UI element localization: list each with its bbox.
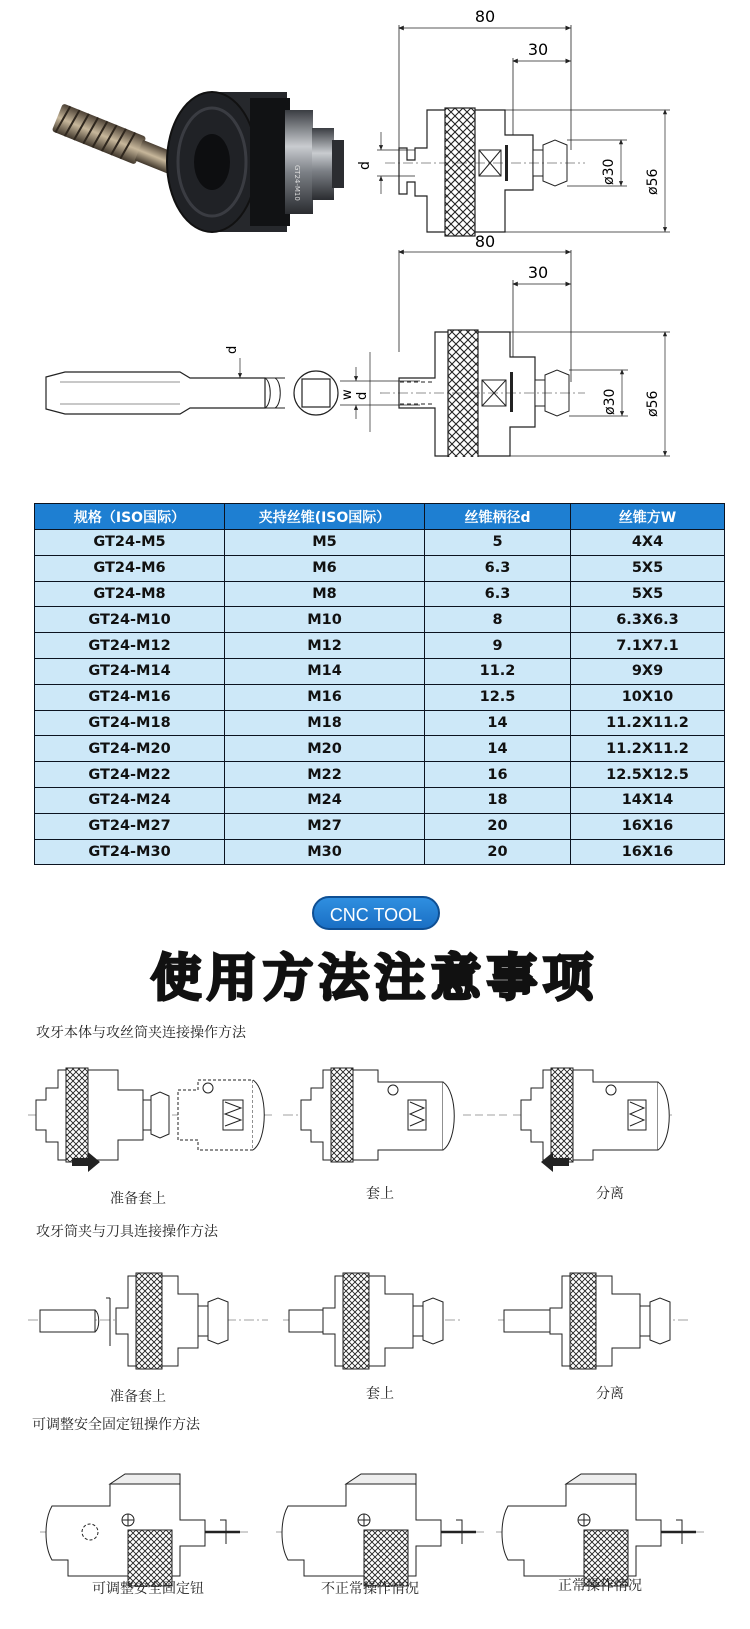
table-row xyxy=(35,839,725,865)
caption-1-1: 准备套上 xyxy=(110,1191,166,1207)
header-square: 丝锥方W xyxy=(571,504,725,530)
caption-1-2: 套上 xyxy=(366,1186,394,1202)
cell-square: 16X16 xyxy=(571,813,725,839)
cell-tap: M30 xyxy=(225,839,425,865)
caption-3-2: 不正常操作情况 xyxy=(321,1581,419,1597)
drawing-top xyxy=(355,0,685,250)
table-row xyxy=(35,607,725,633)
section-label-1: 攻牙本体与攻丝筒夹连接操作方法 xyxy=(36,1025,246,1041)
dim-bore-label-2: ø30 xyxy=(602,388,618,415)
drawing-bottom xyxy=(40,232,700,457)
diagram-adjust-knob xyxy=(40,1474,250,1586)
table-row xyxy=(35,710,725,736)
cell-shank: 5 xyxy=(425,530,571,556)
cell-shank: 6.3 xyxy=(425,555,571,581)
cell-tap: M14 xyxy=(225,658,425,684)
header-spec: 规格（ISO国际） xyxy=(35,504,225,530)
dim-d-label: d xyxy=(357,161,373,170)
cell-square: 4X4 xyxy=(571,530,725,556)
spec-table xyxy=(34,503,725,865)
cell-tap: M5 xyxy=(225,530,425,556)
section-2-diagrams xyxy=(28,1258,728,1383)
table-row xyxy=(35,813,725,839)
cell-tap: M20 xyxy=(225,736,425,762)
table-row xyxy=(35,736,725,762)
table-row xyxy=(35,581,725,607)
table-row xyxy=(35,555,725,581)
caption-3-1: 可调整安全固定钮 xyxy=(92,1581,204,1597)
caption-2-3: 分离 xyxy=(596,1386,624,1402)
table-row xyxy=(35,787,725,813)
dim-d2-label: d xyxy=(355,391,370,400)
diagram-separate xyxy=(513,1068,673,1172)
cell-tap: M8 xyxy=(225,581,425,607)
cell-square: 10X10 xyxy=(571,684,725,710)
dim-d-label-2: d xyxy=(225,345,240,354)
caption-3-3: 正常操作情况 xyxy=(558,1578,642,1594)
diagram-abnormal xyxy=(276,1474,486,1586)
cell-shank: 14 xyxy=(425,710,571,736)
cell-shank: 20 xyxy=(425,839,571,865)
diagram-normal xyxy=(496,1474,706,1586)
cell-square: 5X5 xyxy=(571,555,725,581)
dim-shank-label: 30 xyxy=(527,40,549,59)
dim-shank-label-2: 30 xyxy=(527,263,549,282)
cell-shank: 12.5 xyxy=(425,684,571,710)
cell-tap: M24 xyxy=(225,787,425,813)
caption-2-1: 准备套上 xyxy=(110,1389,166,1405)
table-row xyxy=(35,530,725,556)
cell-square: 9X9 xyxy=(571,658,725,684)
cell-square: 7.1X7.1 xyxy=(571,633,725,659)
dim-total-label-2: 80 xyxy=(474,232,496,251)
cell-spec: GT24-M22 xyxy=(35,762,225,788)
diagram-tool-fitted xyxy=(283,1273,463,1369)
cell-tap: M18 xyxy=(225,710,425,736)
cell-spec: GT24-M6 xyxy=(35,555,225,581)
cell-shank: 11.2 xyxy=(425,658,571,684)
cell-spec: GT24-M20 xyxy=(35,736,225,762)
caption-2-2: 套上 xyxy=(366,1386,394,1402)
cell-tap: M6 xyxy=(225,555,425,581)
notice-title: 使用方法注意事项 xyxy=(151,949,599,1007)
cell-spec: GT24-M24 xyxy=(35,787,225,813)
cnc-tool-badge: CNC TOOL xyxy=(312,896,440,930)
cell-tap: M22 xyxy=(225,762,425,788)
cell-shank: 16 xyxy=(425,762,571,788)
cell-tap: M12 xyxy=(225,633,425,659)
diagram-tool-separate xyxy=(498,1273,688,1369)
table-row xyxy=(35,633,725,659)
cell-shank: 20 xyxy=(425,813,571,839)
cell-square: 11.2X11.2 xyxy=(571,736,725,762)
cell-square: 14X14 xyxy=(571,787,725,813)
cell-spec: GT24-M14 xyxy=(35,658,225,684)
cell-shank: 9 xyxy=(425,633,571,659)
diagram-tool-prepare xyxy=(28,1273,268,1369)
dim-bore-label: ø30 xyxy=(601,158,617,185)
cell-tap: M27 xyxy=(225,813,425,839)
cell-shank: 18 xyxy=(425,787,571,813)
cell-square: 6.3X6.3 xyxy=(571,607,725,633)
cell-spec: GT24-M12 xyxy=(35,633,225,659)
section-1-diagrams xyxy=(28,1060,728,1180)
cell-tap: M16 xyxy=(225,684,425,710)
table-row xyxy=(35,684,725,710)
cell-spec: GT24-M8 xyxy=(35,581,225,607)
cell-square: 16X16 xyxy=(571,839,725,865)
cell-square: 11.2X11.2 xyxy=(571,710,725,736)
header-shank-diameter: 丝锥柄径d xyxy=(425,504,571,530)
cell-spec: GT24-M5 xyxy=(35,530,225,556)
cell-shank: 6.3 xyxy=(425,581,571,607)
diagram-prepare-fit xyxy=(28,1068,273,1180)
header-tap: 夹持丝锥(ISO国际） xyxy=(225,504,425,530)
cell-square: 5X5 xyxy=(571,581,725,607)
section-label-3: 可调整安全固定钮操作方法 xyxy=(32,1417,200,1433)
dim-total-label: 80 xyxy=(474,7,496,26)
table-row xyxy=(35,762,725,788)
cell-spec: GT24-M10 xyxy=(35,607,225,633)
cell-spec: GT24-M27 xyxy=(35,813,225,839)
cell-shank: 8 xyxy=(425,607,571,633)
diagram-fitted xyxy=(283,1068,454,1162)
engraving-text: GT24-M10 xyxy=(293,165,301,201)
dim-outer-label: ø56 xyxy=(645,168,661,195)
cell-shank: 14 xyxy=(425,736,571,762)
cell-tap: M10 xyxy=(225,607,425,633)
table-header-row xyxy=(35,504,725,530)
dim-w-label: w xyxy=(340,389,355,400)
section-label-2: 攻牙筒夹与刀具连接操作方法 xyxy=(36,1224,218,1240)
caption-1-3: 分离 xyxy=(596,1186,624,1202)
cell-spec: GT24-M18 xyxy=(35,710,225,736)
holder-image xyxy=(167,92,344,232)
cell-spec: GT24-M30 xyxy=(35,839,225,865)
table-row xyxy=(35,658,725,684)
dim-outer-label-2: ø56 xyxy=(645,390,661,417)
cell-square: 12.5X12.5 xyxy=(571,762,725,788)
cell-spec: GT24-M16 xyxy=(35,684,225,710)
